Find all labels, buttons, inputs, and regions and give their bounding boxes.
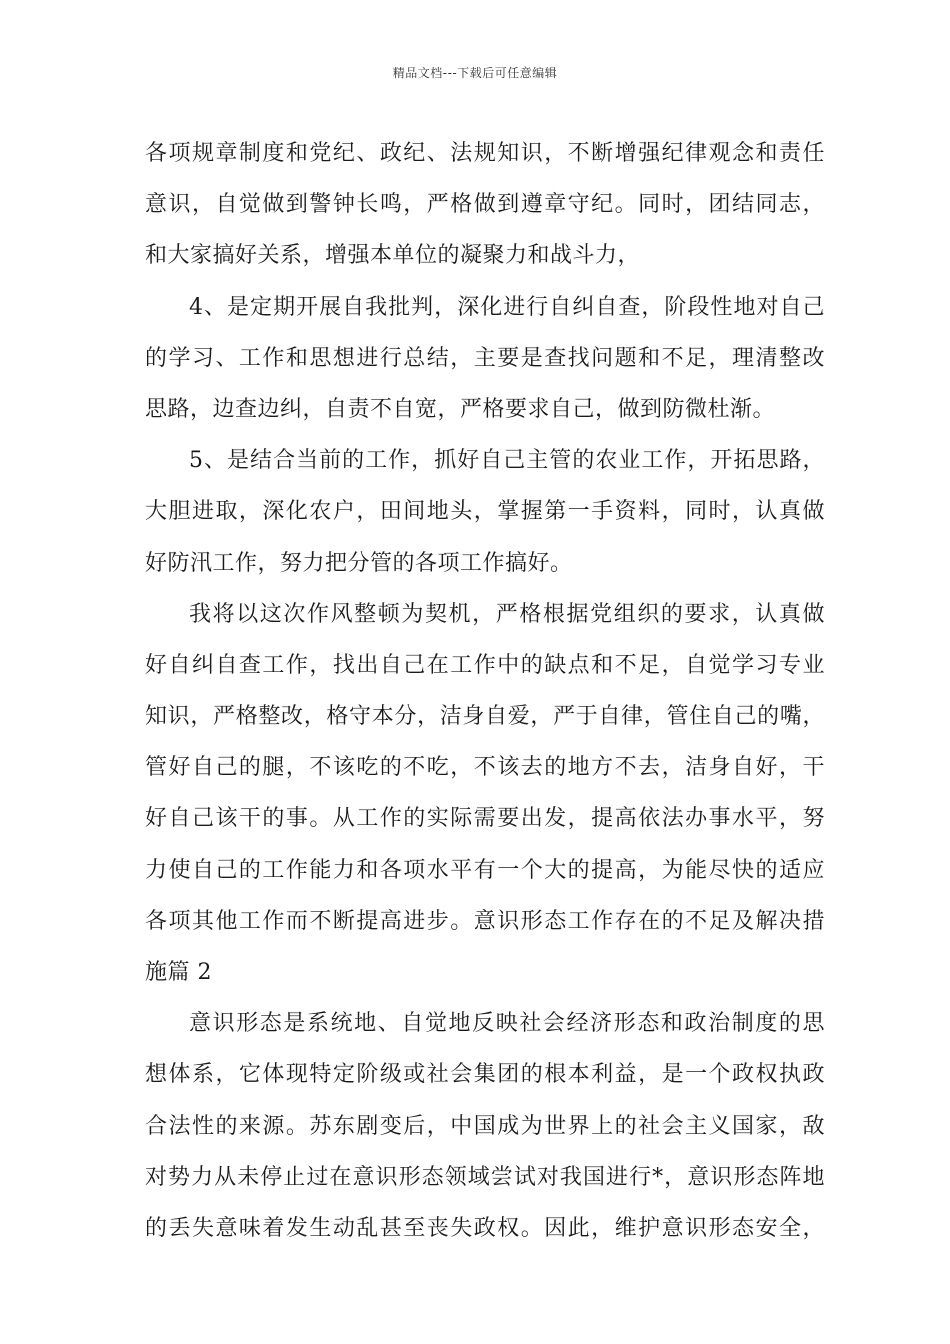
text-line: 意识形态是系统地、自觉地反映社会经济形态和政治制度的思: [189, 1011, 825, 1037]
text-line: 合法性的来源。苏东剧变后，中国成为世界上的社会主义国家，敌: [145, 1113, 825, 1139]
text-line: 力使自己的工作能力和各项水平有一个大的提高，为能尽快的适应: [145, 857, 825, 883]
text-line: 5、是结合当前的工作，抓好自己主管的农业工作，开拓思路，: [189, 448, 825, 474]
text-line: 的丢失意味着发生动乱甚至丧失政权。因此，维护意识形态安全，: [145, 1215, 825, 1241]
text-line: 想体系，它体现特定阶级或社会集团的根本利益，是一个政权执政: [145, 1062, 825, 1088]
text-line: 各项规章制度和党纪、政纪、法规知识，不断增强纪律观念和责任: [145, 141, 825, 166]
text-line: 的学习、工作和思想进行总结，主要是查找问题和不足，理清整改: [145, 345, 825, 371]
text-line: 意识，自觉做到警钟长鸣，严格做到遵章守纪。同时，团结同志，: [145, 192, 825, 218]
text-line: 好防汛工作，努力把分管的各项工作搞好。: [145, 550, 573, 576]
text-line: 和大家搞好关系，增强本单位的凝聚力和战斗力，: [145, 243, 641, 269]
text-line: 思路，边查边纠，自责不自宽，严格要求自己，做到防微杜渐。: [145, 396, 776, 422]
text-line: 管好自己的腿，不该吃的不吃，不该去的地方不去，洁身自好，干: [145, 755, 825, 781]
text-line: 对势力从未停止过在意识形态领域尝试对我国进行*，意识形态阵地: [145, 1164, 825, 1190]
text-line: 好自纠自查工作，找出自己在工作中的缺点和不足，自觉学习专业: [145, 652, 825, 678]
text-line: 好自己该干的事。从工作的实际需要出发，提高依法办事水平，努: [145, 806, 825, 832]
page-header: 精品文档---下载后可任意编辑: [392, 66, 558, 80]
text-line: 施篇 2: [145, 960, 212, 985]
text-line: 大胆进取，深化农户，田间地头，掌握第一手资料，同时，认真做: [145, 499, 825, 525]
document-body: [145, 128, 825, 1254]
text-line: 各项其他工作而不断提高进步。意识形态工作存在的不足及解决措: [145, 908, 825, 934]
text-line: 我将以这次作风整顿为契机，严格根据党组织的要求，认真做: [189, 601, 825, 627]
text-line: 4、是定期开展自我批判，深化进行自纠自查，阶段性地对自己: [189, 294, 825, 320]
text-line: 知识，严格整改，格守本分，洁身自爱，严于自律，管住自己的嘴，: [145, 704, 825, 730]
